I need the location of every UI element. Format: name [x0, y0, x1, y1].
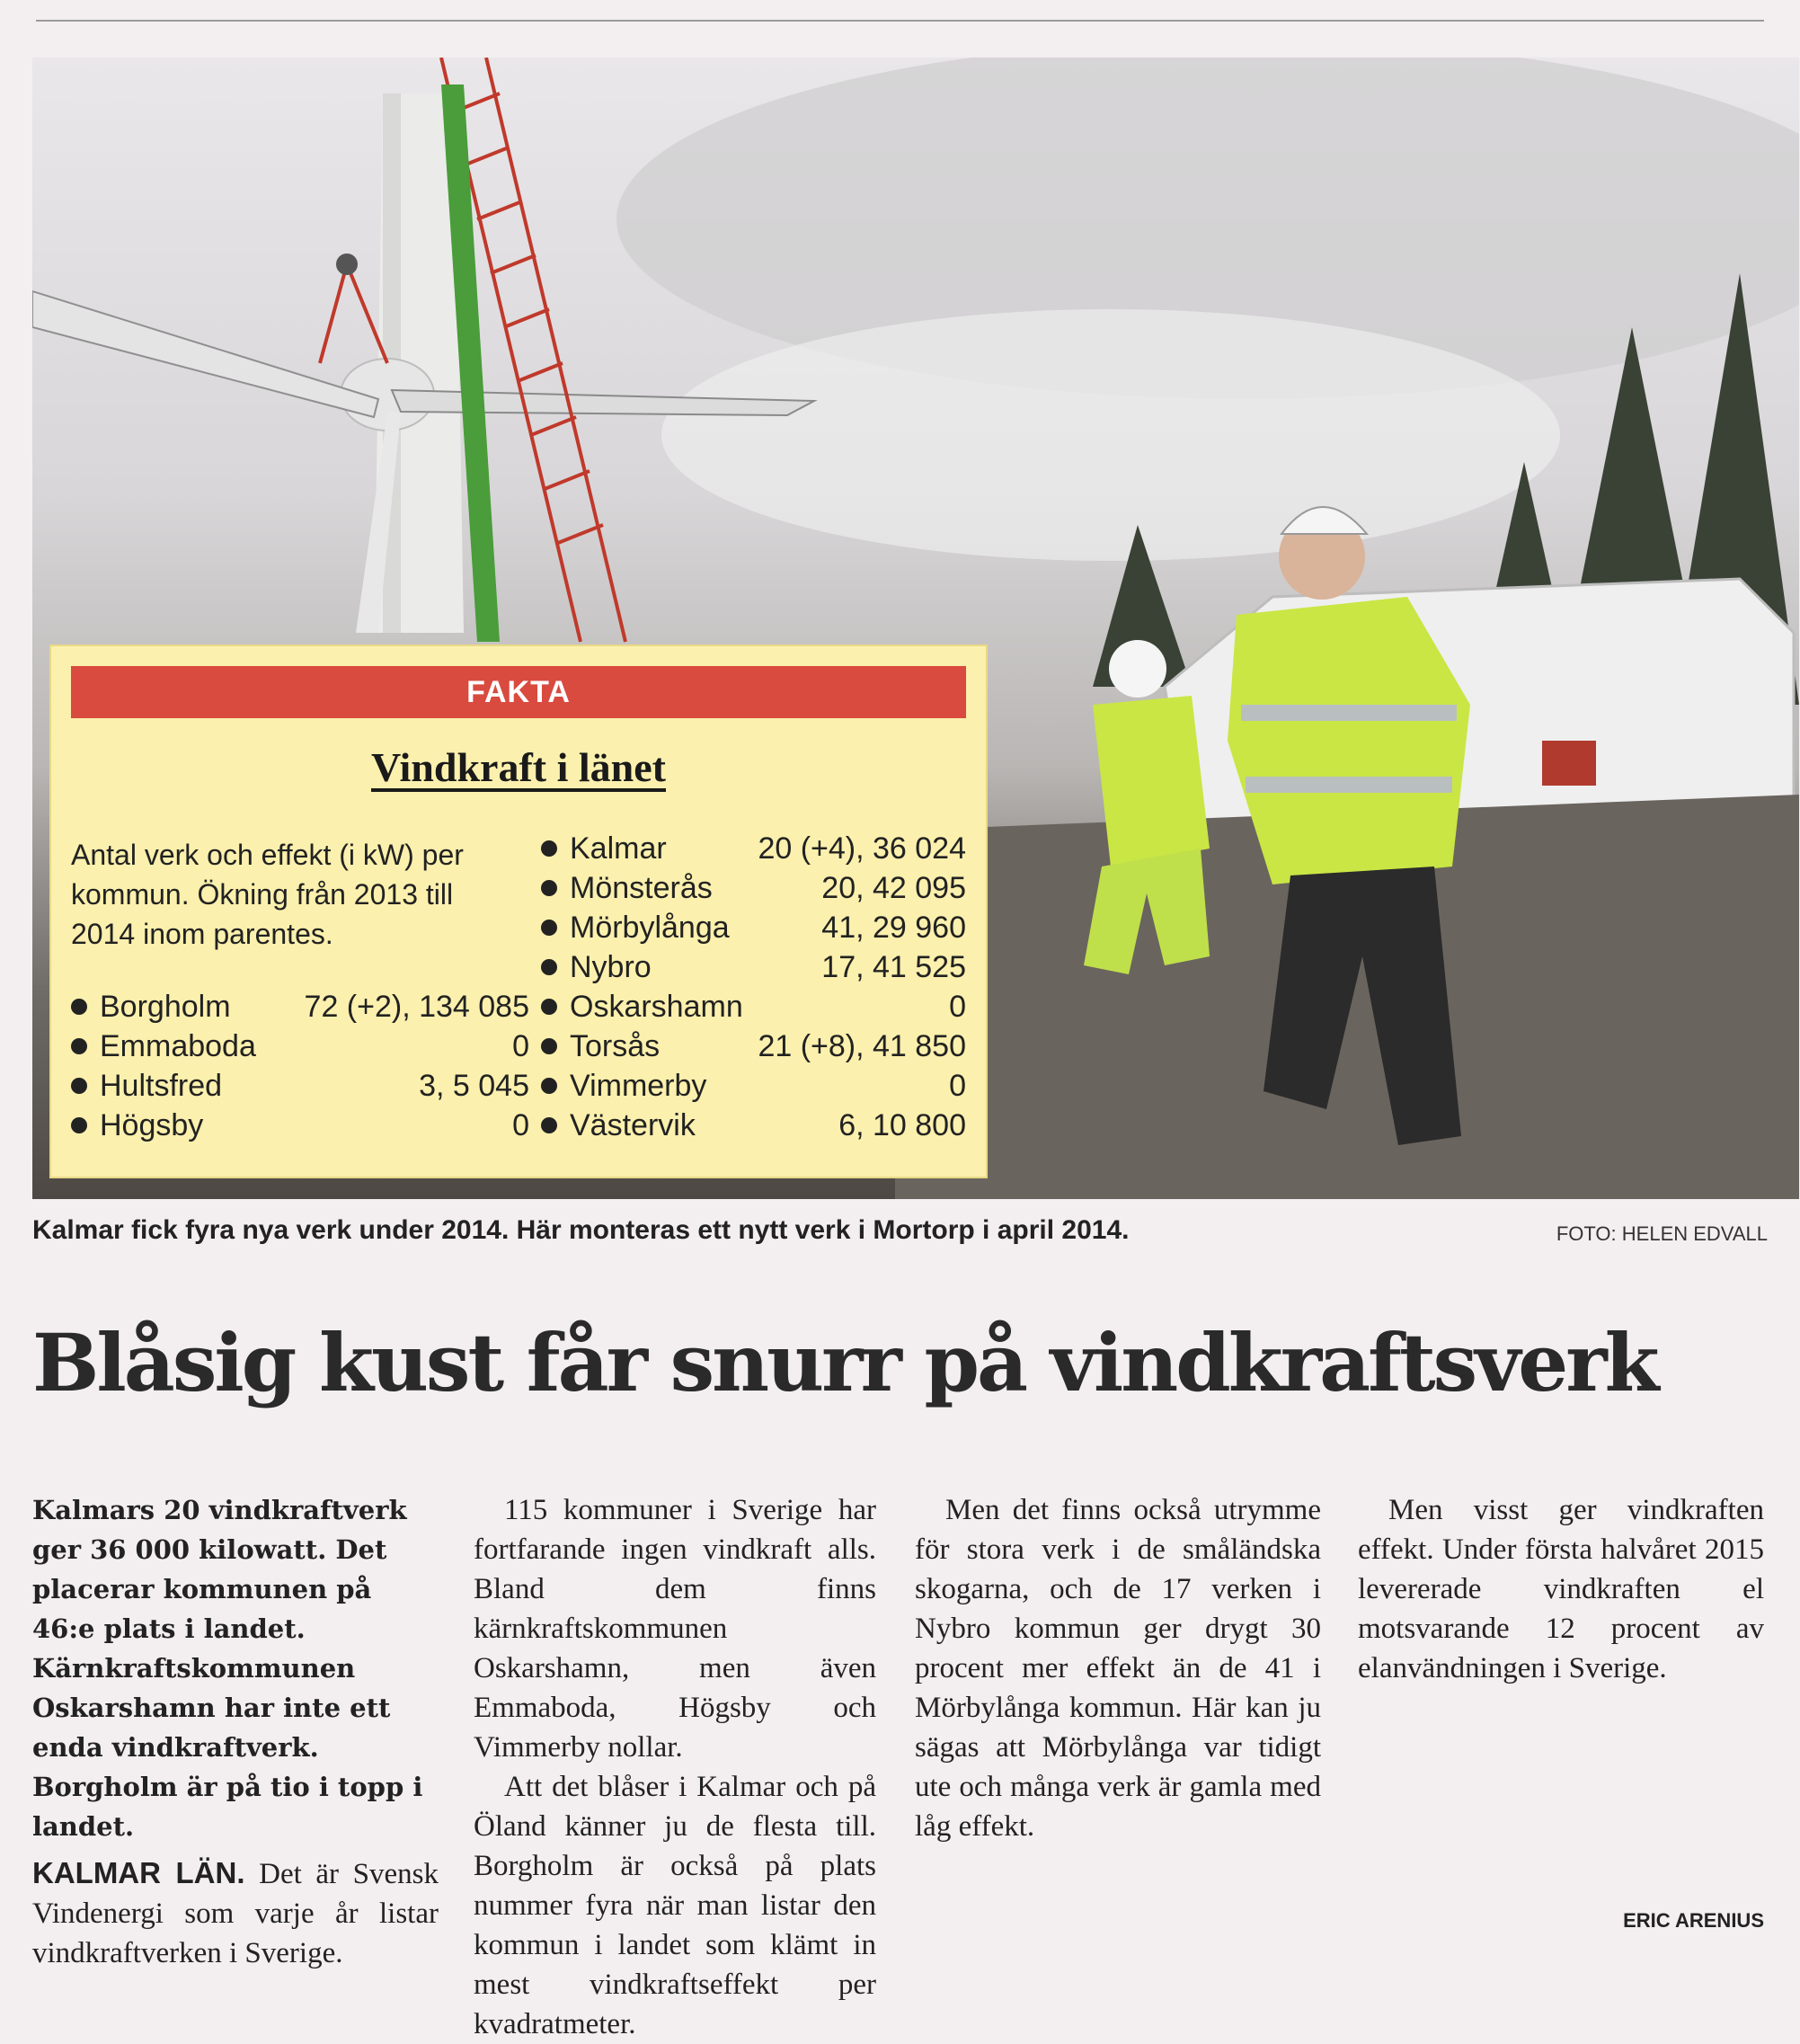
municipality-list-right	[541, 829, 966, 1145]
fakta-title: Vindkraft i länet	[371, 744, 666, 790]
body-paragraph: KALMAR LÄN. Det är Svensk Vindenergi som varje år listar vindkraftverken i Sverige.	[32, 1856, 439, 1969]
list-item: Mörbylånga 41, 29 960	[541, 908, 966, 947]
body-paragraph: Men visst ger vindkraften effekt. Under första halvåret 2015 levererade vindkraften el motsvarande 12 procent av elanvändningen i Sverige.	[1358, 1494, 1764, 1684]
lead-paragraph: Kalmars 20 vindkraftverk ger 36 000 kilowatt. Det placerar kommunen på 46:e plats i landet. Kärnkraftskommunen Oskarshamn har inte ett enda vindkraftverk. Borgholm är på tio i topp i landet.	[32, 1495, 423, 1842]
list-item: Vimmerby 0	[541, 1066, 966, 1106]
bullet-icon	[541, 920, 557, 936]
body-paragraph: Men det finns också utrymme för stora verk i de småländska skogarna, och de 17 verken i Nybro kommun ger drygt 30 procent mer effekt än de 41 i Mörbylånga kommun. Här kan ju sägas att Mörbylånga var tidigt ute och många verk är gamla med låg effekt.	[915, 1494, 1321, 1843]
bullet-icon	[71, 999, 87, 1015]
fakta-box	[49, 644, 988, 1178]
dateline: KALMAR LÄN.	[32, 1856, 245, 1889]
list-item: Högsby 0	[71, 1106, 529, 1145]
bullet-icon	[71, 1117, 87, 1133]
list-item: Torsås 21 (+8), 41 850	[541, 1026, 966, 1066]
bullet-icon	[541, 1038, 557, 1054]
bullet-icon	[71, 1038, 87, 1054]
bullet-icon	[541, 1117, 557, 1133]
top-rule	[36, 20, 1764, 22]
bullet-icon	[541, 840, 557, 857]
list-item: Västervik 6, 10 800	[541, 1106, 966, 1145]
headline: Blåsig kust får snurr på vindkraftsverk	[32, 1316, 1657, 1409]
photo-credit: FOTO: HELEN EDVALL	[1556, 1222, 1768, 1245]
bullet-icon	[71, 1078, 87, 1094]
article-column-1	[32, 1490, 439, 1973]
bullet-icon	[541, 1078, 557, 1094]
list-item: Borgholm 72 (+2), 134 085	[71, 987, 529, 1026]
list-item: Emmaboda 0	[71, 1026, 529, 1066]
fakta-label: FAKTA	[71, 666, 966, 718]
bullet-icon	[541, 999, 557, 1015]
bullet-icon	[541, 959, 557, 975]
bullet-icon	[541, 880, 557, 896]
list-item: Mönsterås 20, 42 095	[541, 868, 966, 908]
photo-caption: Kalmar fick fyra nya verk under 2014. Här monteras ett nytt verk i Mortorp i april 2014.	[32, 1215, 1130, 1245]
list-item: Oskarshamn 0	[541, 987, 966, 1026]
list-item: Kalmar 20 (+4), 36 024	[541, 829, 966, 868]
body-paragraph: Att det blåser i Kalmar och på Öland känner ju de flesta till. Borgholm är också på plats nummer fyra när man listar den kommun i landet som klämt in mest vindkraftseffekt per kvadratmeter.	[474, 1771, 876, 2040]
municipality-list-left	[71, 987, 529, 1145]
article-column-2	[474, 1490, 876, 2044]
byline: ERIC ARENIUS	[1623, 1909, 1764, 1932]
list-item: Nybro 17, 41 525	[541, 947, 966, 987]
article-column-4	[1358, 1490, 1764, 1688]
fakta-intro: Antal verk och effekt (i kW) per kommun. Ökning från 2013 till 2014 inom parentes.	[71, 839, 464, 950]
body-paragraph: 115 kommuner i Sverige har fortfarande ingen vindkraft alls. Bland dem finns kärnkraftskommunen Oskarshamn, men även Emmaboda, Högsby och Vimmerby nollar.	[474, 1494, 876, 1764]
article-column-3	[915, 1490, 1321, 1846]
list-item: Hultsfred 3, 5 045	[71, 1066, 529, 1106]
